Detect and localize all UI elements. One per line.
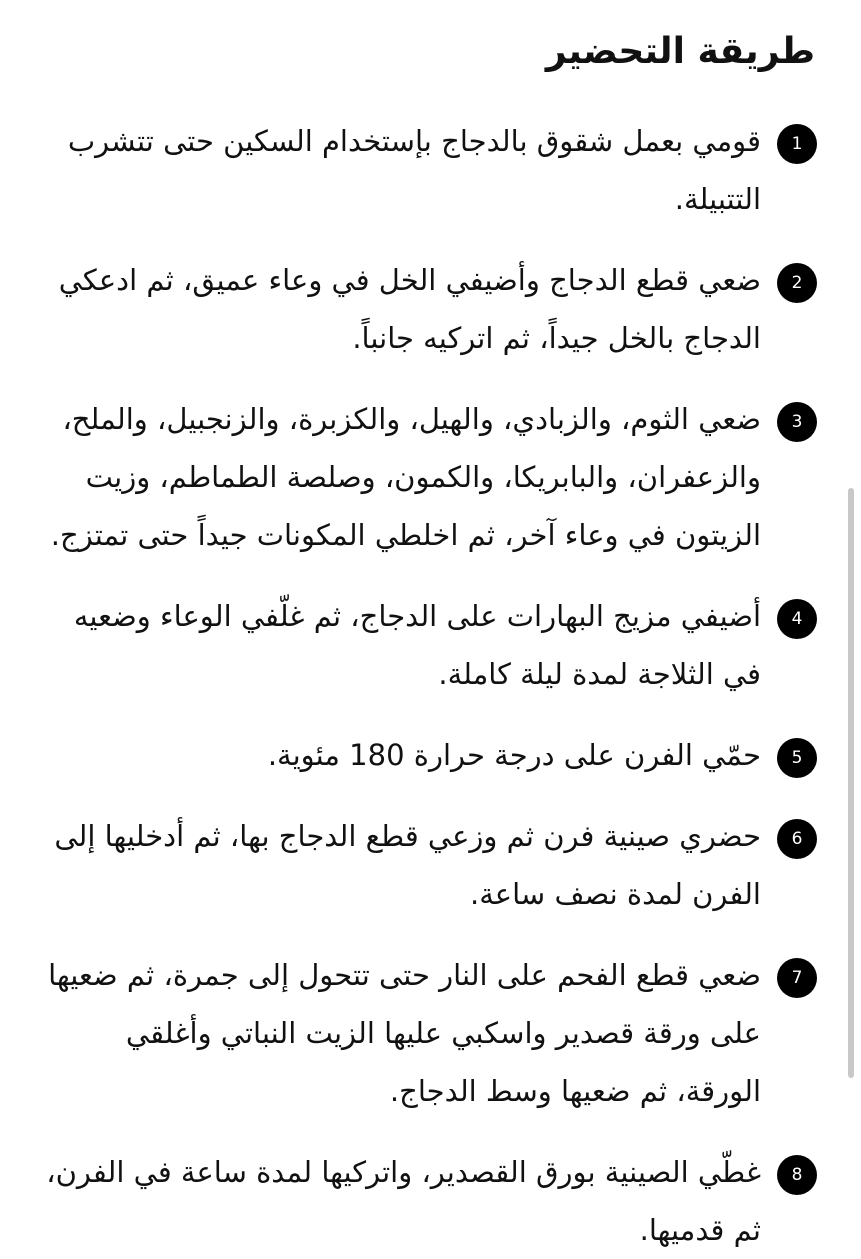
step-number-badge: 2 bbox=[777, 263, 817, 303]
step-item-1 bbox=[40, 112, 817, 228]
step-text: حمّي الفرن على درجة حرارة 180 مئوية. bbox=[267, 738, 761, 772]
step-item-5 bbox=[40, 726, 817, 784]
step-text: ضعي قطع الدجاج وأضيفي الخل في وعاء عميق، ثم ادعكي الدجاج بالخل جيداً، ثم اتركيه جانباً. bbox=[58, 263, 761, 355]
step-number-badge: 1 bbox=[777, 124, 817, 164]
page-title: طريقة التحضير bbox=[545, 31, 815, 72]
step-text: ضعي الثوم، والزبادي، والهيل، والكزبرة، والزنجبيل، والملح، والزعفران، والبابريكا، والكمون، وصلصة الطماطم، وزيت الزيتون في وعاء آخر، ثم اخلطي المكونات جيداً حتى تمتزج. bbox=[50, 402, 761, 552]
step-text: أضيفي مزيج البهارات على الدجاج، ثم غلّفي الوعاء وضعيه في الثلاجة لمدة ليلة كاملة. bbox=[73, 599, 761, 691]
step-number-badge: 5 bbox=[777, 738, 817, 778]
step-item-6 bbox=[40, 807, 817, 923]
step-number-badge: 6 bbox=[777, 819, 817, 859]
step-item-4 bbox=[40, 587, 817, 703]
step-text: قومي بعمل شقوق بالدجاج بإستخدام السكين حتى تتشرب التتبيلة. bbox=[67, 124, 761, 216]
step-item-8 bbox=[40, 1143, 817, 1259]
steps-list bbox=[40, 112, 817, 1259]
step-item-7 bbox=[40, 946, 817, 1120]
step-text: غطّي الصينية بورق القصدير، واتركيها لمدة ساعة في الفرن، ثم قدميها. bbox=[46, 1155, 761, 1247]
step-number-badge: 3 bbox=[777, 402, 817, 442]
step-text: ضعي قطع الفحم على النار حتى تتحول إلى جمرة، ثم ضعيها على ورقة قصدير واسكبي عليها الزيت النباتي وأغلقي الورقة، ثم ضعيها وسط الدجاج. bbox=[48, 958, 761, 1108]
step-item-2 bbox=[40, 251, 817, 367]
step-item-3 bbox=[40, 390, 817, 564]
step-text: حضري صينية فرن ثم وزعي قطع الدجاج بها، ثم أدخليها إلى الفرن لمدة نصف ساعة. bbox=[54, 819, 761, 911]
step-number-badge: 4 bbox=[777, 599, 817, 639]
scrollbar-thumb[interactable] bbox=[848, 488, 854, 1078]
step-number-badge: 8 bbox=[777, 1155, 817, 1195]
step-number-badge: 7 bbox=[777, 958, 817, 998]
